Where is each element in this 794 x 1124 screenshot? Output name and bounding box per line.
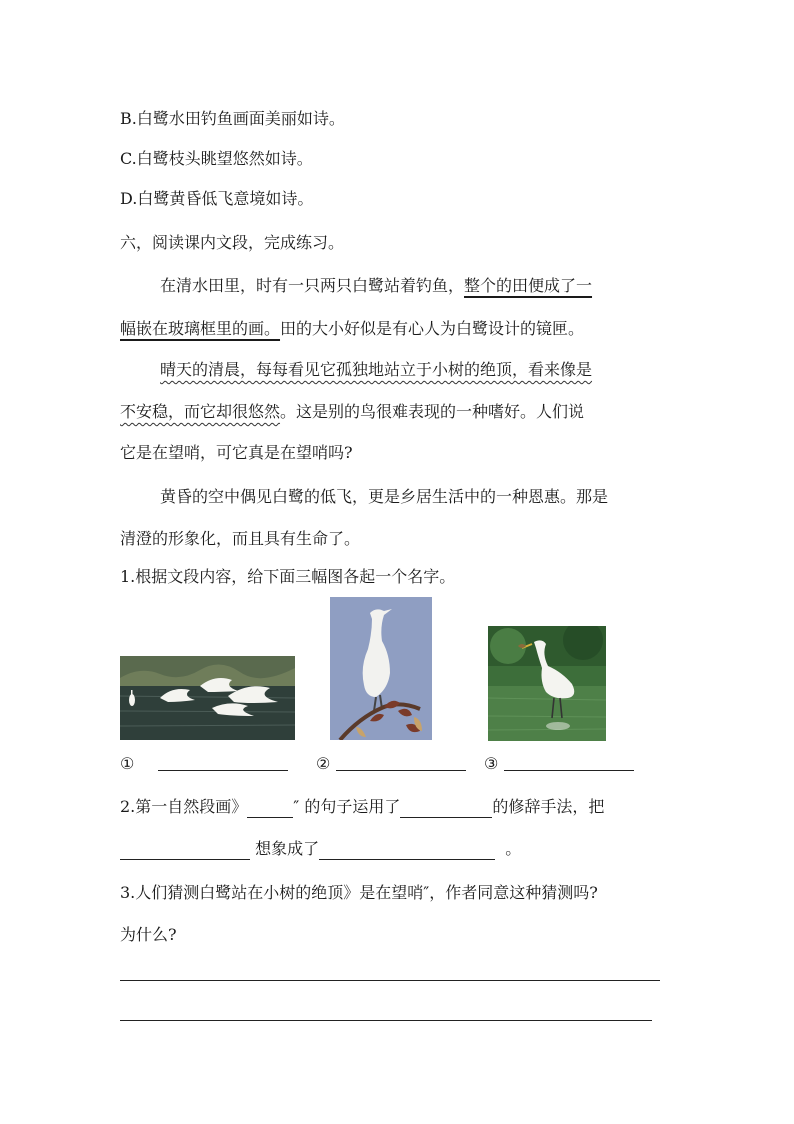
egret-wading-photo [488, 626, 606, 741]
paragraph-1-line-2 [120, 318, 584, 340]
question-2-line-2 [120, 838, 521, 860]
egrets-flying-photo [120, 656, 295, 740]
p2-wavy-end: 不安稳，而它却很悠然 [120, 402, 281, 421]
q2-text-c: 的修辞手法，把 [492, 797, 605, 816]
q2-blank-rhetoric[interactable] [400, 799, 492, 818]
p1-text-end: 田的大小好似是有心人为白鹭设计的镜匣。 [280, 319, 585, 338]
section-heading: 六，阅读课内文段，完成练习。 [120, 233, 345, 252]
q2-text-d: 想象成了 [255, 839, 320, 858]
paragraph-3-line-2: 清澄的形象化，而且具有生命了。 [120, 529, 361, 548]
paragraph-2-line-2 [120, 401, 584, 423]
answer-line-1[interactable] [120, 980, 660, 981]
option-d: D.白鹭黄昏低飞意境如诗。 [120, 189, 314, 208]
label-circle-3: ③ [484, 754, 499, 773]
q2-blank-image[interactable] [319, 841, 495, 860]
question-3-line-1: 3.人们猜测白鹭站在小树的绝顶》是在望哨″，作者同意这种猜测吗? [120, 883, 598, 902]
photo-label-3 [484, 753, 498, 775]
photo-label-1 [120, 753, 134, 775]
q2-text-b: ″ 的句子运用了 [293, 797, 401, 816]
q2-blank-sentence[interactable] [247, 799, 293, 818]
p1-underlined-start: 整个的田便成了一 [464, 276, 593, 295]
question-3-line-2: 为什么? [120, 925, 177, 944]
q2-blank-subject[interactable] [120, 841, 250, 860]
option-c: C.白鹭枝头眺望悠然如诗。 [120, 149, 313, 168]
photo-label-2 [316, 753, 330, 775]
option-b: B.白鹭水田钓鱼画面美丽如诗。 [120, 109, 345, 128]
paragraph-3-line-1: 黄昏的空中偶见白鹭的低飞，更是乡居生活中的一种恩惠。那是 [160, 487, 609, 506]
egret-on-branch-photo [330, 597, 432, 740]
question-2-line-1 [120, 796, 604, 818]
p1-text: 在清水田里，时有一只两只白鹭站着钓鱼， [160, 276, 465, 295]
paragraph-2-line-3: 它是在望哨，可它真是在望哨吗? [120, 443, 353, 462]
q2-text-e: 。 [505, 839, 522, 858]
label-circle-2: ② [316, 754, 331, 773]
paragraph-2-line-1 [160, 359, 592, 381]
answer-blank-photo-1[interactable] [158, 752, 288, 771]
label-circle-1: ① [120, 754, 135, 773]
q2-text-a: 2.第一自然段画》 [120, 797, 248, 816]
answer-line-2[interactable] [120, 1020, 652, 1021]
p2-text: 。这是别的鸟很难表现的一种嗜好。人们说 [280, 402, 585, 421]
question-1: 1.根据文段内容，给下面三幅图各起一个名字。 [120, 567, 456, 586]
answer-blank-photo-2[interactable] [336, 752, 466, 771]
paragraph-1-line-1 [160, 275, 592, 297]
p2-wavy-start: 晴天的清晨，每每看见它孤独地站立于小树的绝顶，看来像是 [160, 360, 593, 379]
p1-underlined-end: 幅嵌在玻璃框里的画。 [120, 319, 281, 338]
answer-blank-photo-3[interactable] [504, 752, 634, 771]
